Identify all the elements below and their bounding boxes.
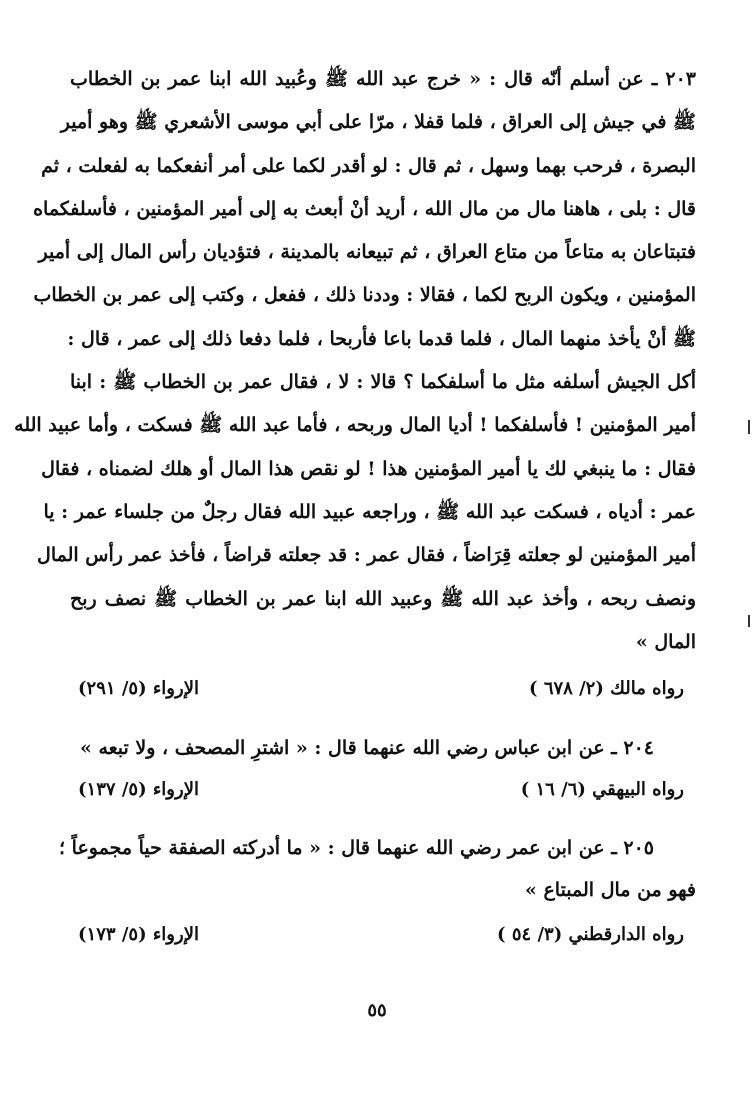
text-line: فقال : ما ينبغي لك يا أمير المؤمنين هذا ! لو نقص هذا المال أو هلك لضمناه ، فقال xyxy=(41,457,696,480)
text-line: ٢٠٥ ـ عن ابن عمر رضي الله عنهما قال : « ما أدركته الصفقة حياً مجموعاً ؛ xyxy=(59,837,654,859)
hadith-203-text xyxy=(14,58,696,664)
hadith-205-references xyxy=(78,924,684,960)
page-number: ٥٥ xyxy=(367,1000,387,1021)
text-line: فتبتاعان به متاعاً من متاع العراق ، ثم تبيعانه بالمدينة ، فتؤديان رأس المال إلى أمير xyxy=(38,241,696,264)
text-line: ٢٠٣ ـ عن أسلم أنّه قال : « خرج عبد الله ﷺ وعُبيد الله ابنا عمر بن الخطاب xyxy=(70,68,696,90)
source-reference: رواه الدارقطني (٣/ ٥٤ ) xyxy=(497,924,684,945)
text-line: قال : بلى ، هاهنا مال من مال الله ، أريد أنْ أبعث به إلى أمير المؤمنين ، فأسلفكماه xyxy=(33,197,696,220)
hadith-203-references xyxy=(78,678,684,714)
scan-edge-mark xyxy=(748,420,750,434)
text-line: المال » xyxy=(635,630,696,653)
irwa-reference: الإرواء (٥/ ١٣٧) xyxy=(78,779,199,800)
hadith-204-text xyxy=(70,727,696,770)
text-line: أمير المؤمنين ! فأسلفكما ! أديا المال وربحه ، فأما عبد الله ﷺ فسكت ، وأما عبيد الله xyxy=(14,414,696,437)
text-line: أمير المؤمنين لو جعلته قِرَاضاً ، فقال عمر : قد جعلته قراضاً ، فأخذ عمر رأس المال xyxy=(37,544,696,567)
hadith-204-references xyxy=(78,779,684,815)
irwa-reference: الإرواء (٥/ ١٧٣) xyxy=(78,924,199,945)
text-line: المؤمنين ، ويكون الربح لكما ، فقالا : وددنا ذلك ، ففعل ، وكتب إلى عمر بن الخطاب xyxy=(33,284,696,307)
scan-edge-mark xyxy=(748,615,750,627)
text-line: أكل الجيش أسلفه مثل ما أسلفكما ؟ قالا : لا ، فقال عمر بن الخطاب ﷺ : ابنا xyxy=(70,371,696,394)
text-line: ونصف ربحه ، وأخذ عبد الله ﷺ وعبيد الله ابنا عمر بن الخطاب ﷺ نصف ربح xyxy=(70,587,696,610)
text-line: ٢٠٤ ـ عن ابن عباس رضي الله عنهما قال : « اشترِ المصحف ، ولا تبعه » xyxy=(79,737,654,759)
source-reference: رواه البيهقي (٦/ ١٦ ) xyxy=(520,779,684,800)
text-line: عمر : أدياه ، فسكت عبد الله ﷺ ، وراجعه عبيد الله فقال رجلٌ من جلساء عمر : يا xyxy=(43,500,696,523)
text-line: البصرة ، فرحب بهما وسهل ، ثم قال : لو أقدر لكما على أمر أنفعكما به لفعلت ، ثم xyxy=(41,154,696,177)
hadith-205-text xyxy=(59,827,696,911)
text-line: فهو من مال المبتاع » xyxy=(524,879,696,901)
text-line: ﷺ أنْ يأخذ منهما المال ، فلما قدما باعا فأربحا ، فلما دفعا ذلك إلى عمر ، قال : xyxy=(67,327,696,350)
text-line: ﷺ في جيش إلى العراق ، فلما قفلا ، مرّا على أبي موسى الأشعري ﷺ وهو أمير xyxy=(60,111,696,134)
source-reference: رواه مالك (٢/ ٦٧٨ ) xyxy=(529,678,684,699)
irwa-reference: الإرواء (٥/ ٢٩١) xyxy=(78,678,199,699)
